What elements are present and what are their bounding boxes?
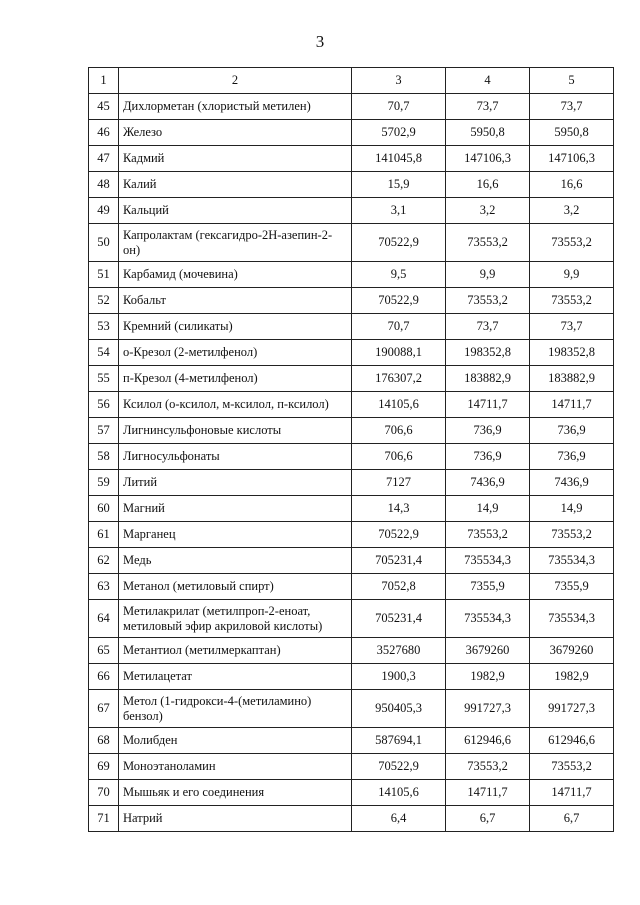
substance-name-cell: Кобальт [119,288,352,314]
table-row [89,522,614,548]
table-row [89,600,614,638]
value-col5-cell: 991727,3 [530,690,614,728]
value-col5-cell: 9,9 [530,262,614,288]
substance-name-cell: Метилацетат [119,664,352,690]
value-col5-cell: 735534,3 [530,600,614,638]
row-number-cell: 65 [89,638,119,664]
table-row [89,314,614,340]
row-number-cell: 55 [89,366,119,392]
substance-name-cell: Марганец [119,522,352,548]
value-col5-cell: 6,7 [530,806,614,832]
value-col3-cell: 14105,6 [352,392,446,418]
row-number-cell: 48 [89,172,119,198]
value-col3-cell: 706,6 [352,418,446,444]
value-col4-cell: 736,9 [446,418,530,444]
value-col5-cell: 16,6 [530,172,614,198]
value-col5-cell: 73553,2 [530,288,614,314]
value-col4-cell: 16,6 [446,172,530,198]
value-col4-cell: 1982,9 [446,664,530,690]
row-number-cell: 68 [89,728,119,754]
value-col5-cell: 612946,6 [530,728,614,754]
value-col4-cell: 198352,8 [446,340,530,366]
value-col3-cell: 141045,8 [352,146,446,172]
value-col4-cell: 735534,3 [446,600,530,638]
row-number-cell: 61 [89,522,119,548]
value-col4-cell: 14,9 [446,496,530,522]
value-col3-cell: 705231,4 [352,600,446,638]
header-cell-1: 1 [89,68,119,94]
table-row [89,574,614,600]
table-row [89,146,614,172]
value-col5-cell: 73553,2 [530,224,614,262]
row-number-cell: 62 [89,548,119,574]
value-col3-cell: 70522,9 [352,754,446,780]
row-number-cell: 59 [89,470,119,496]
table-row [89,496,614,522]
table-row [89,548,614,574]
value-col4-cell: 14711,7 [446,392,530,418]
row-number-cell: 67 [89,690,119,728]
value-col3-cell: 950405,3 [352,690,446,728]
value-col4-cell: 7355,9 [446,574,530,600]
row-number-cell: 58 [89,444,119,470]
value-col5-cell: 183882,9 [530,366,614,392]
value-col3-cell: 7127 [352,470,446,496]
substance-name-cell: п-Крезол (4-метилфенол) [119,366,352,392]
value-col4-cell: 9,9 [446,262,530,288]
table-row [89,690,614,728]
data-table [88,67,614,832]
substance-name-cell: Железо [119,120,352,146]
value-col4-cell: 183882,9 [446,366,530,392]
table-row [89,94,614,120]
header-cell-5: 5 [530,68,614,94]
value-col4-cell: 5950,8 [446,120,530,146]
value-col3-cell: 70522,9 [352,224,446,262]
table-row [89,638,614,664]
table-row [89,806,614,832]
substance-name-cell: Медь [119,548,352,574]
table-row [89,754,614,780]
table-row [89,172,614,198]
substance-name-cell: Метанол (метиловый спирт) [119,574,352,600]
value-col3-cell: 14105,6 [352,780,446,806]
row-number-cell: 47 [89,146,119,172]
value-col5-cell: 3679260 [530,638,614,664]
value-col5-cell: 7436,9 [530,470,614,496]
value-col5-cell: 736,9 [530,444,614,470]
table-row [89,392,614,418]
substance-name-cell: Метол (1-гидрокси-4-(метиламино) бензол) [119,690,352,728]
value-col5-cell: 147106,3 [530,146,614,172]
table-row [89,664,614,690]
row-number-cell: 63 [89,574,119,600]
row-number-cell: 45 [89,94,119,120]
value-col5-cell: 73553,2 [530,522,614,548]
table-row [89,198,614,224]
value-col4-cell: 73,7 [446,314,530,340]
value-col5-cell: 736,9 [530,418,614,444]
substance-name-cell: Кадмий [119,146,352,172]
value-col3-cell: 705231,4 [352,548,446,574]
substance-name-cell: Литий [119,470,352,496]
value-col3-cell: 1900,3 [352,664,446,690]
table-row [89,288,614,314]
value-col5-cell: 7355,9 [530,574,614,600]
value-col3-cell: 706,6 [352,444,446,470]
value-col4-cell: 73553,2 [446,522,530,548]
row-number-cell: 60 [89,496,119,522]
value-col4-cell: 735534,3 [446,548,530,574]
substance-name-cell: Кремний (силикаты) [119,314,352,340]
value-col3-cell: 9,5 [352,262,446,288]
substance-name-cell: Натрий [119,806,352,832]
value-col3-cell: 190088,1 [352,340,446,366]
header-cell-4: 4 [446,68,530,94]
value-col5-cell: 14711,7 [530,392,614,418]
value-col4-cell: 147106,3 [446,146,530,172]
value-col3-cell: 3,1 [352,198,446,224]
row-number-cell: 54 [89,340,119,366]
table-row [89,444,614,470]
substance-name-cell: Кальций [119,198,352,224]
table-row [89,340,614,366]
value-col4-cell: 73553,2 [446,224,530,262]
substance-name-cell: о-Крезол (2-метилфенол) [119,340,352,366]
value-col4-cell: 3679260 [446,638,530,664]
value-col5-cell: 198352,8 [530,340,614,366]
table-row [89,418,614,444]
substance-name-cell: Капролактам (гексагидро-2Н-азепин-2-он) [119,224,352,262]
value-col5-cell: 5950,8 [530,120,614,146]
substance-name-cell: Лигнинсульфоновые кислоты [119,418,352,444]
substance-name-cell: Моноэтаноламин [119,754,352,780]
value-col4-cell: 7436,9 [446,470,530,496]
substance-name-cell: Лигносульфонаты [119,444,352,470]
table-row [89,780,614,806]
value-col4-cell: 3,2 [446,198,530,224]
value-col5-cell: 3,2 [530,198,614,224]
value-col3-cell: 7052,8 [352,574,446,600]
row-number-cell: 46 [89,120,119,146]
row-number-cell: 49 [89,198,119,224]
substance-name-cell: Дихлорметан (хлористый метилен) [119,94,352,120]
value-col5-cell: 73,7 [530,94,614,120]
value-col3-cell: 5702,9 [352,120,446,146]
row-number-cell: 57 [89,418,119,444]
value-col4-cell: 736,9 [446,444,530,470]
header-row [89,68,614,94]
value-col5-cell: 73,7 [530,314,614,340]
value-col3-cell: 14,3 [352,496,446,522]
table-row [89,470,614,496]
value-col3-cell: 176307,2 [352,366,446,392]
value-col3-cell: 70,7 [352,314,446,340]
substance-name-cell: Молибден [119,728,352,754]
substance-name-cell: Метилакрилат (метилпроп-2-еноат, метиловый эфир акриловой кислоты) [119,600,352,638]
value-col3-cell: 70522,9 [352,288,446,314]
value-col3-cell: 70,7 [352,94,446,120]
row-number-cell: 52 [89,288,119,314]
value-col3-cell: 70522,9 [352,522,446,548]
table-row [89,120,614,146]
value-col5-cell: 735534,3 [530,548,614,574]
row-number-cell: 51 [89,262,119,288]
row-number-cell: 50 [89,224,119,262]
row-number-cell: 64 [89,600,119,638]
value-col4-cell: 73553,2 [446,754,530,780]
row-number-cell: 66 [89,664,119,690]
value-col4-cell: 991727,3 [446,690,530,728]
row-number-cell: 53 [89,314,119,340]
table-row [89,224,614,262]
value-col5-cell: 14711,7 [530,780,614,806]
value-col4-cell: 6,7 [446,806,530,832]
substance-name-cell: Магний [119,496,352,522]
row-number-cell: 69 [89,754,119,780]
header-cell-2: 2 [119,68,352,94]
value-col4-cell: 73,7 [446,94,530,120]
substance-name-cell: Карбамид (мочевина) [119,262,352,288]
header-cell-3: 3 [352,68,446,94]
value-col5-cell: 1982,9 [530,664,614,690]
value-col5-cell: 14,9 [530,496,614,522]
row-number-cell: 71 [89,806,119,832]
row-number-cell: 56 [89,392,119,418]
substance-name-cell: Метантиол (метилмеркаптан) [119,638,352,664]
value-col4-cell: 73553,2 [446,288,530,314]
table-row [89,366,614,392]
value-col3-cell: 587694,1 [352,728,446,754]
table-row [89,728,614,754]
page-number: 3 [315,32,325,51]
substance-name-cell: Калий [119,172,352,198]
table-row [89,262,614,288]
value-col5-cell: 73553,2 [530,754,614,780]
substance-name-cell: Мышьяк и его соединения [119,780,352,806]
value-col4-cell: 14711,7 [446,780,530,806]
value-col4-cell: 612946,6 [446,728,530,754]
value-col3-cell: 6,4 [352,806,446,832]
row-number-cell: 70 [89,780,119,806]
value-col3-cell: 15,9 [352,172,446,198]
value-col3-cell: 3527680 [352,638,446,664]
substance-name-cell: Ксилол (о-ксилол, м-ксилол, п-ксилол) [119,392,352,418]
